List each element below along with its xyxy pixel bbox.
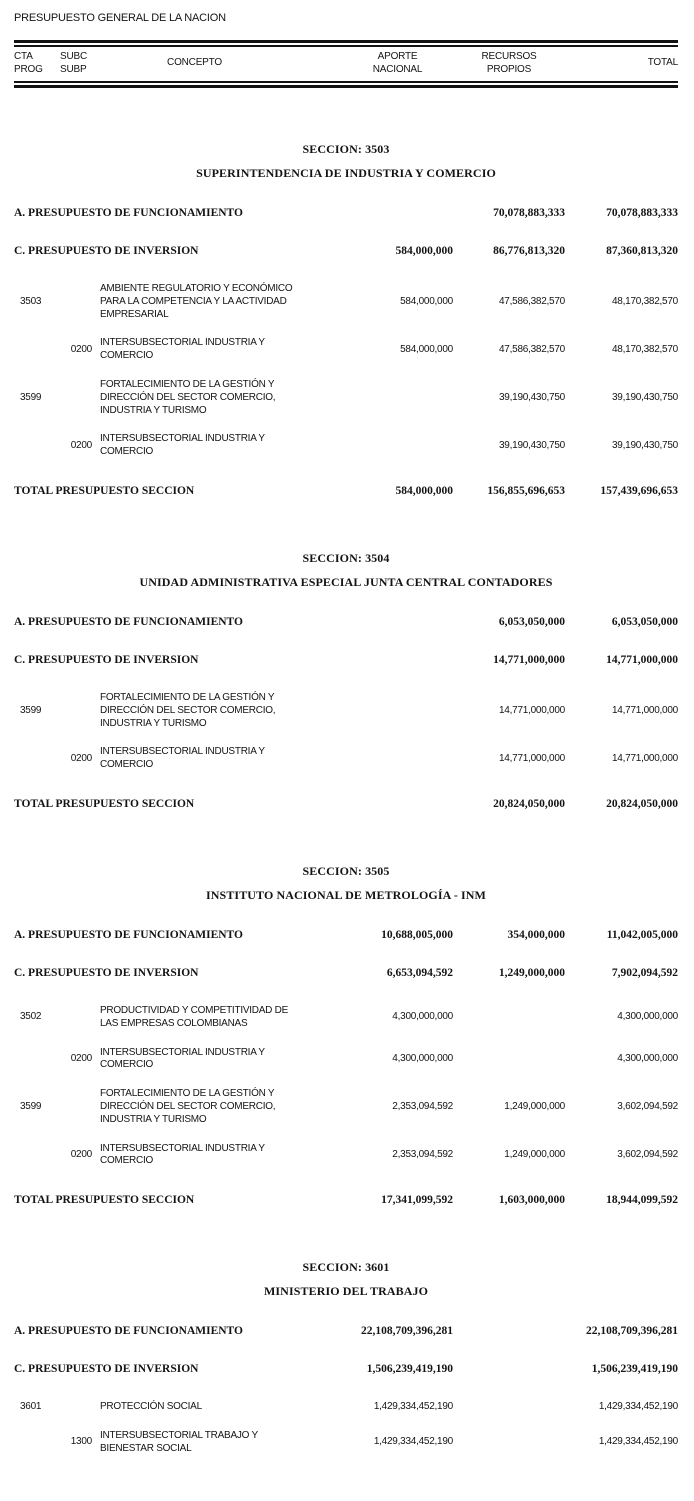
total-value: 3,602,094,592	[617, 1100, 678, 1112]
total-value: 14,771,000,000	[611, 704, 678, 716]
summary-row	[14, 1363, 678, 1375]
budget-section	[14, 864, 678, 1206]
total-value: 18,944,099,592	[606, 1194, 678, 1207]
aporte-nacional-value: 17,341,099,592	[381, 1194, 453, 1207]
recursos-propios-value: 354,000,000	[507, 928, 565, 941]
total-value: 1,429,334,452,190	[598, 1401, 678, 1413]
total-value: 39,190,430,750	[611, 391, 678, 403]
summary-row	[14, 929, 678, 941]
row-label: C. PRESUPUESTO DE INVERSION	[14, 653, 199, 666]
summary-row	[14, 654, 678, 666]
total-value: 157,439,696,653	[600, 484, 678, 497]
total-value: 4,300,000,000	[617, 1052, 678, 1064]
subprogram-row	[14, 746, 678, 772]
section-rows	[14, 1325, 678, 1455]
aporte-nacional-value: 10,688,005,000	[381, 928, 453, 941]
subprogram-row	[14, 1143, 678, 1169]
summary-row	[14, 207, 678, 219]
cta-prog-code: 3599	[20, 704, 42, 716]
total-value: 48,170,382,570	[611, 343, 678, 355]
row-label: TOTAL PRESUPUESTO SECCION	[14, 797, 195, 810]
total-value: 22,108,709,396,281	[586, 1325, 678, 1338]
cta-prog-code: 3503	[20, 295, 42, 307]
recursos-propios-value: 1,603,000,000	[498, 1194, 565, 1207]
section-number: SECCION: 3504	[302, 550, 390, 565]
row-label: C. PRESUPUESTO DE INVERSION	[14, 966, 199, 979]
program-row	[14, 692, 678, 730]
aporte-nacional-value: 4,300,000,000	[392, 1052, 453, 1064]
aporte-nacional-value: 584,000,000	[400, 295, 453, 307]
row-label: TOTAL PRESUPUESTO SECCION	[14, 484, 195, 497]
aporte-nacional-value: 6,653,094,592	[386, 966, 453, 979]
aporte-nacional-value: 1,506,239,419,190	[366, 1363, 453, 1376]
total-value: 20,824,050,000	[606, 797, 678, 810]
row-label: A. PRESUPUESTO DE FUNCIONAMIENTO	[14, 615, 243, 628]
concept-text: AMBIENTE REGULATORIO Y ECONÓMICO PARA LA COMPETENCIA Y LA ACTIVIDAD EMPRESARIAL	[100, 283, 293, 320]
program-row	[14, 379, 678, 417]
sections-container	[14, 142, 678, 1456]
row-label: A. PRESUPUESTO DE FUNCIONAMIENTO	[14, 207, 243, 219]
program-row	[14, 1088, 678, 1126]
recursos-propios-value: 14,771,000,000	[493, 653, 565, 666]
concept-text: PROTECCIÓN SOCIAL	[100, 1401, 202, 1413]
section-rows	[14, 207, 678, 497]
total-value: 6,053,050,000	[611, 615, 678, 628]
aporte-nacional-value: 1,429,334,452,190	[373, 1436, 453, 1448]
total-value: 14,771,000,000	[606, 653, 678, 666]
column-header-total: TOTAL	[647, 57, 678, 69]
program-row	[14, 1401, 678, 1414]
row-label: A. PRESUPUESTO DE FUNCIONAMIENTO	[14, 1325, 243, 1338]
budget-section	[14, 551, 678, 810]
concept-text: INTERSUBSECTORIAL INDUSTRIA Y COMERCIO	[100, 1142, 265, 1167]
concept-text: INTERSUBSECTORIAL INDUSTRIA Y COMERCIO	[100, 1046, 265, 1071]
subprogram-row	[14, 1430, 678, 1456]
concept-text: PRODUCTIVIDAD Y COMPETITIVIDAD DE LAS EMPRESAS COLOMBIANAS	[100, 1004, 289, 1029]
row-label: C. PRESUPUESTO DE INVERSION	[14, 1363, 199, 1376]
budget-section	[14, 1260, 678, 1455]
subprogram-row	[14, 337, 678, 363]
column-header-aporte-nacional: APORTE NACIONAL	[372, 51, 423, 75]
section-total-row	[14, 485, 678, 497]
total-value: 87,360,813,320	[606, 245, 678, 257]
section-entity-name: SUPERINTENDENCIA DE INDUSTRIA Y COMERCIO	[196, 166, 496, 180]
total-value: 4,300,000,000	[617, 1011, 678, 1023]
summary-row	[14, 245, 678, 257]
aporte-nacional-value: 2,353,094,592	[392, 1100, 453, 1112]
table-header	[14, 47, 678, 81]
recursos-propios-value: 14,771,000,000	[498, 704, 565, 716]
section-rows	[14, 929, 678, 1206]
total-value: 39,190,430,750	[611, 439, 678, 451]
row-label: TOTAL PRESUPUESTO SECCION	[14, 1194, 195, 1207]
cta-prog-code: 3502	[20, 1011, 42, 1023]
concept-text: FORTALECIMIENTO DE LA GESTIÓN Y DIRECCIÓN DEL SECTOR COMERCIO, INDUSTRIA Y TURISMO	[100, 691, 276, 729]
summary-row	[14, 1325, 678, 1337]
subc-subp-code: 0200	[70, 1052, 92, 1064]
section-number: SECCION: 3505	[302, 863, 390, 878]
concept-text: INTERSUBSECTORIAL TRABAJO Y BIENESTAR SOCIAL	[100, 1429, 258, 1454]
section-entity-name: MINISTERIO DEL TRABAJO	[263, 1284, 429, 1299]
total-value: 48,170,382,570	[611, 295, 678, 307]
subc-subp-code: 0200	[70, 1148, 92, 1160]
row-label: A. PRESUPUESTO DE FUNCIONAMIENTO	[14, 928, 243, 941]
subc-subp-code: 1300	[70, 1436, 92, 1448]
section-number: SECCION: 3601	[302, 1260, 390, 1275]
recursos-propios-value: 86,776,813,320	[493, 245, 565, 257]
recursos-propios-value: 39,190,430,750	[498, 439, 565, 451]
cta-prog-code: 3599	[20, 1100, 42, 1112]
total-value: 1,506,239,419,190	[591, 1363, 678, 1376]
cta-prog-code: 3601	[20, 1401, 42, 1413]
total-value: 70,078,883,333	[606, 207, 678, 219]
subprogram-row	[14, 1047, 678, 1073]
recursos-propios-value: 1,249,000,000	[504, 1100, 565, 1112]
aporte-nacional-value: 584,000,000	[400, 343, 453, 355]
column-header-recursos-propios: RECURSOS PROPIOS	[481, 51, 537, 75]
aporte-nacional-value: 584,000,000	[395, 245, 453, 257]
column-header-concepto: CONCEPTO	[167, 57, 222, 69]
subc-subp-code: 0200	[70, 752, 92, 764]
recursos-propios-value: 70,078,883,333	[493, 207, 565, 219]
aporte-nacional-value: 22,108,709,396,281	[361, 1325, 453, 1338]
budget-section	[14, 142, 678, 497]
table-header-rule-top	[14, 40, 678, 47]
subprogram-row	[14, 433, 678, 459]
aporte-nacional-value: 2,353,094,592	[392, 1148, 453, 1160]
recursos-propios-value: 14,771,000,000	[498, 752, 565, 764]
recursos-propios-value: 47,586,382,570	[498, 295, 565, 307]
total-value: 11,042,005,000	[606, 928, 678, 941]
recursos-propios-value: 20,824,050,000	[493, 797, 565, 810]
concept-text: INTERSUBSECTORIAL INDUSTRIA Y COMERCIO	[100, 433, 265, 458]
subc-subp-code: 0200	[70, 439, 92, 451]
aporte-nacional-value: 1,429,334,452,190	[373, 1401, 453, 1413]
section-entity-name: UNIDAD ADMINISTRATIVA ESPECIAL JUNTA CENTRAL CONTADORES	[139, 574, 553, 589]
total-value: 14,771,000,000	[611, 752, 678, 764]
summary-row	[14, 616, 678, 628]
concept-text: FORTALECIMIENTO DE LA GESTIÓN Y DIRECCIÓN DEL SECTOR COMERCIO, INDUSTRIA Y TURISMO	[100, 378, 276, 416]
summary-row	[14, 967, 678, 979]
recursos-propios-value: 39,190,430,750	[498, 391, 565, 403]
column-header-cta-prog: CTA PROG	[14, 51, 43, 75]
total-value: 7,902,094,592	[611, 966, 678, 979]
cta-prog-code: 3599	[20, 391, 42, 403]
document-title: PRESUPUESTO GENERAL DE LA NACION	[14, 12, 226, 24]
program-row	[14, 283, 678, 321]
recursos-propios-value: 1,249,000,000	[504, 1148, 565, 1160]
subc-subp-code: 0200	[70, 343, 92, 355]
recursos-propios-value: 47,586,382,570	[498, 343, 565, 355]
section-rows	[14, 616, 678, 810]
aporte-nacional-value: 4,300,000,000	[392, 1011, 453, 1023]
table-header-rule-bottom	[14, 81, 678, 88]
column-header-subc-subp: SUBC SUBP	[60, 51, 87, 75]
recursos-propios-value: 1,249,000,000	[498, 966, 565, 979]
total-value: 3,602,094,592	[617, 1148, 678, 1160]
recursos-propios-value: 156,855,696,653	[487, 484, 565, 497]
concept-text: INTERSUBSECTORIAL INDUSTRIA Y COMERCIO	[100, 746, 265, 771]
concept-text: INTERSUBSECTORIAL INDUSTRIA Y COMERCIO	[100, 337, 265, 362]
section-number: SECCION: 3503	[302, 142, 390, 156]
aporte-nacional-value: 584,000,000	[395, 484, 453, 497]
total-value: 1,429,334,452,190	[598, 1436, 678, 1448]
concept-text: FORTALECIMIENTO DE LA GESTIÓN Y DIRECCIÓN DEL SECTOR COMERCIO, INDUSTRIA Y TURISMO	[100, 1088, 276, 1125]
section-total-row	[14, 1194, 678, 1206]
recursos-propios-value: 6,053,050,000	[498, 615, 565, 628]
section-entity-name: INSTITUTO NACIONAL DE METROLOGÍA - INM	[206, 887, 486, 902]
row-label: C. PRESUPUESTO DE INVERSION	[14, 245, 199, 257]
program-row	[14, 1005, 678, 1031]
section-total-row	[14, 798, 678, 810]
